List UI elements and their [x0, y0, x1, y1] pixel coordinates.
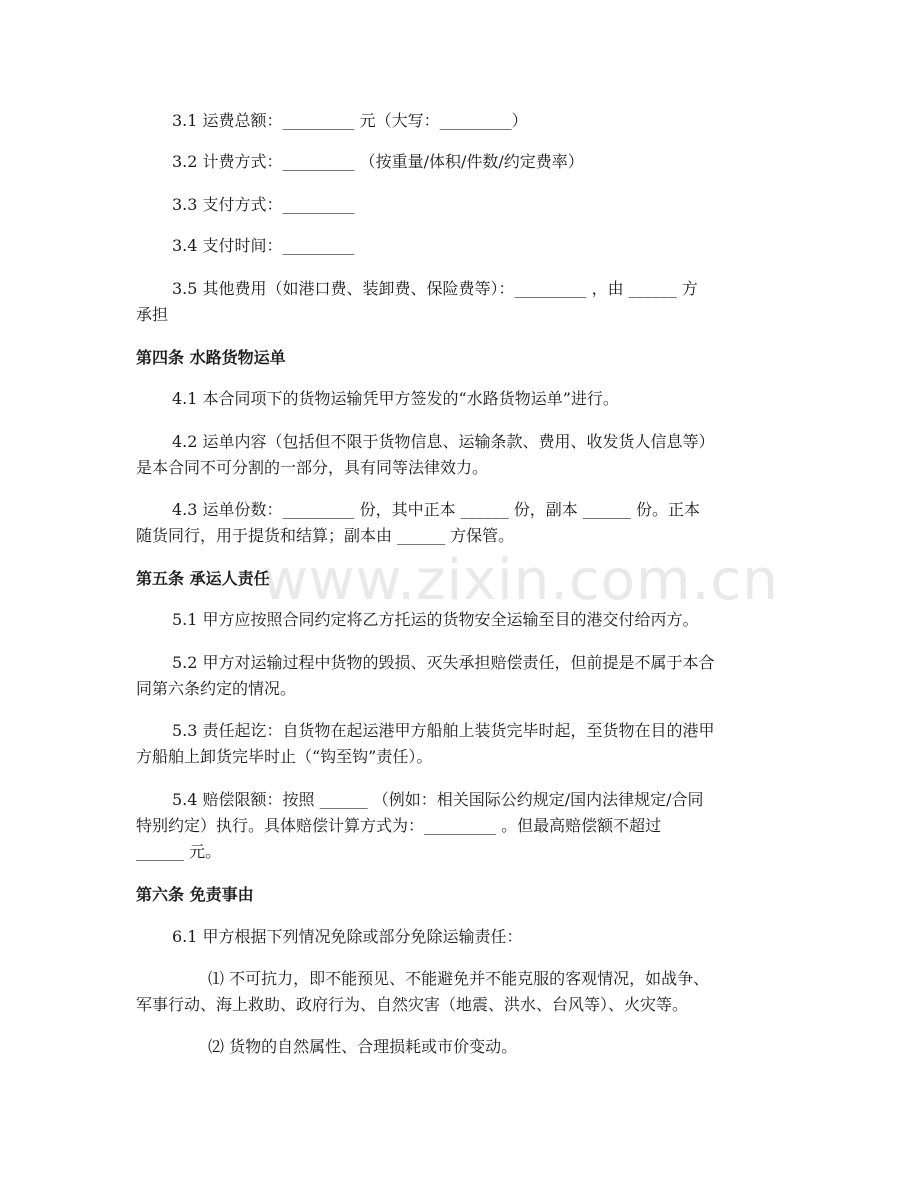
clause-5-3-cont: 方船舶上卸货完毕时止（“钩至钩”责任）。 [136, 747, 433, 766]
clause-3-2: 3.2 计费方式：_________ （按重量/体积/件数/约定费率） [172, 152, 584, 171]
clause-4-1: 4.1 本合同项下的货物运输凭甲方签发的“水路货物运单”进行。 [172, 389, 619, 408]
clause-5-4: 5.4 赔偿限额：按照 ______ （例如：相关国际公约规定/国内法律规定/合同 [172, 790, 704, 809]
clause-5-3: 5.3 责任起讫：自货物在起运港甲方船舶上装货完毕时起，至货物在目的港甲 [172, 721, 715, 740]
clause-5-4-cont-2: ______ 元。 [136, 842, 222, 861]
clause-3-5: 3.5 其他费用（如港口费、装卸费、保险费等）：_________ ，由 ______ 方 [172, 279, 698, 298]
article-4-heading: 第四条 水路货物运单 [136, 348, 286, 367]
clause-3-4: 3.4 支付时间：_________ [172, 236, 355, 255]
article-6-heading: 第六条 免责事由 [136, 885, 254, 904]
watermark: www.zixin.com.cn [262, 548, 779, 613]
clause-3-3: 3.3 支付方式：_________ [172, 195, 355, 214]
clause-5-1: 5.1 甲方应按照合同约定将乙方托运的货物安全运输至目的港交付给丙方。 [172, 610, 699, 629]
clause-4-2: 4.2 运单内容（包括但不限于货物信息、运输条款、费用、收发货人信息等） [172, 432, 715, 451]
clause-5-2-cont: 同第六条约定的情况。 [136, 679, 297, 698]
clause-5-4-cont: 特别约定）执行。具体赔偿计算方式为：_________ 。但最高赔偿额不超过 [136, 816, 662, 835]
clause-4-3: 4.3 运单份数：_________ 份，其中正本 ______ 份，副本 ______ 份。正本 [172, 500, 700, 519]
clause-5-2: 5.2 甲方对运输过程中货物的毁损、灭失承担赔偿责任，但前提是不属于本合 [172, 653, 715, 672]
clause-4-2-cont: 是本合同不可分割的一部分，具有同等法律效力。 [136, 458, 489, 477]
article-5-heading: 第五条 承运人责任 [136, 569, 270, 588]
clause-6-1-item-1: ⑴ 不可抗力，即不能预见、不能避免并不能克服的客观情况，如战争、 [208, 969, 710, 988]
clause-6-1-item-1-cont: 军事行动、海上救助、政府行为、自然灾害（地震、洪水、台风等）、火灾等。 [136, 995, 689, 1014]
clause-6-1-item-2: ⑵ 货物的自然属性、合理损耗或市价变动。 [208, 1037, 518, 1056]
clause-3-5-cont: 承担 [136, 305, 169, 324]
clause-6-1: 6.1 甲方根据下列情况免除或部分免除运输责任： [172, 927, 523, 946]
clause-3-1: 3.1 运费总额：_________ 元（大写：_________） [172, 111, 528, 130]
clause-4-3-cont: 随货同行，用于提货和结算；副本由 ______ 方保管。 [136, 526, 515, 545]
